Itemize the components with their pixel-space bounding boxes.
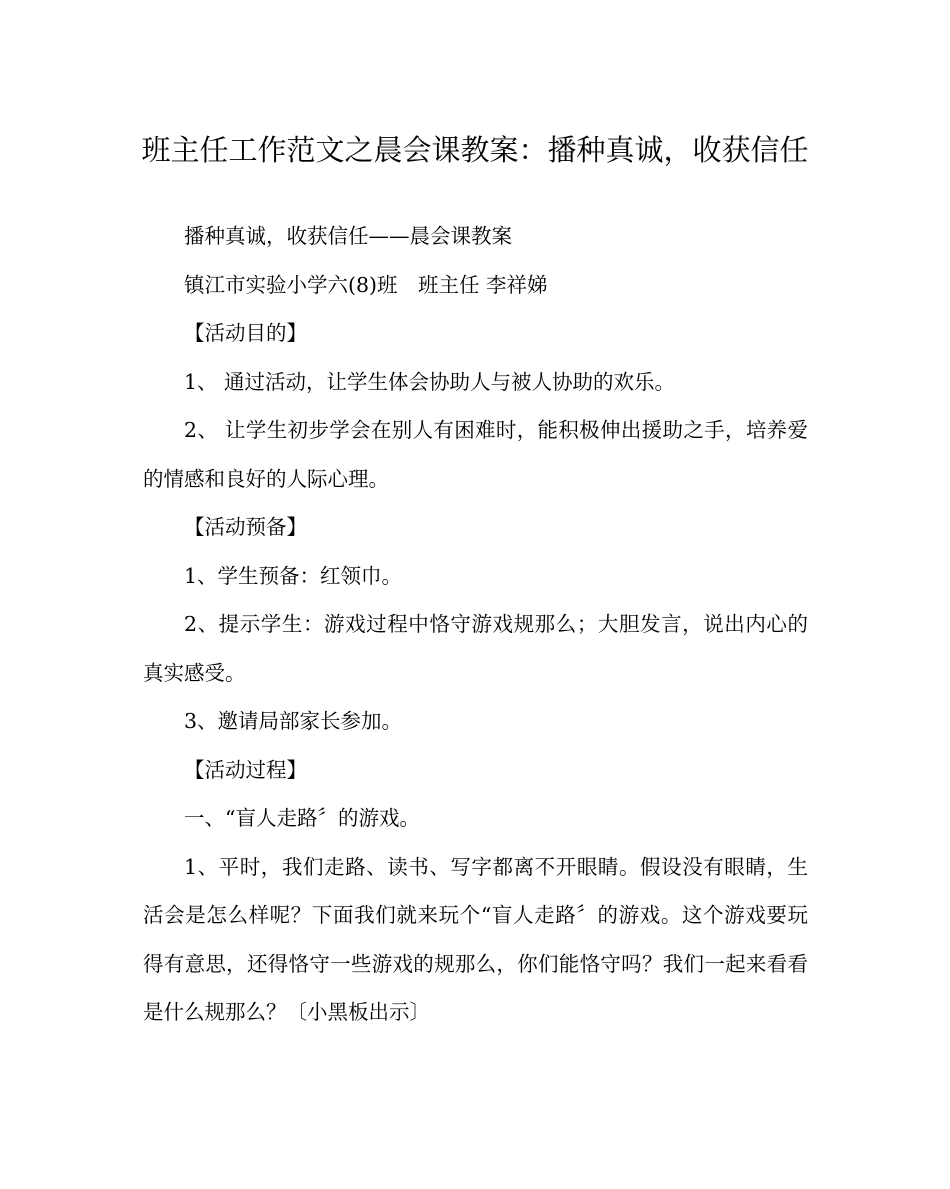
preparation-item-3: 3、邀请局部家长参加。	[184, 709, 403, 733]
section-heading-process: 【活动过程】	[184, 757, 307, 782]
document-body	[143, 212, 808, 1037]
process-step-heading: 一、“盲人走路〞的游戏。	[184, 806, 420, 830]
preparation-item-2: 2、提示学生：游戏过程中恪守游戏规那么；大胆发言，说出内心的真实感受。	[143, 612, 808, 685]
section-heading-purpose: 【活动目的】	[184, 321, 307, 345]
section-heading-preparation: 【活动预备】	[184, 515, 307, 539]
purpose-item-1: 1、 通过活动，让学生体会协助人与被人协助的欢乐。	[184, 369, 676, 394]
subtitle-paragraph: 播种真诚，收获信任——晨会课教案	[184, 224, 512, 248]
process-step-1: 1、平时，我们走路、读书、写字都离不开眼睛。假设没有眼睛，生活会是怎么样呢？下面我们就来玩个“盲人走路〞的游戏。这个游戏要玩得有意思，还得恪守一些游戏的规那么，你们能恪守吗？我们一起来看看是什么规那么？〔小黑板出示〕	[143, 854, 808, 1024]
author-paragraph: 镇江市实验小学六(8)班 班主任 李祥娣	[184, 272, 548, 297]
preparation-item-1: 1、学生预备：红领巾。	[184, 563, 403, 588]
purpose-item-2: 2、 让学生初步学会在别人有困难时，能积极伸出援助之手，培养爱的情感和良好的人际心理。	[143, 418, 808, 491]
document-title: 班主任工作范文之晨会课教案：播种真诚，收获信任	[141, 133, 809, 167]
